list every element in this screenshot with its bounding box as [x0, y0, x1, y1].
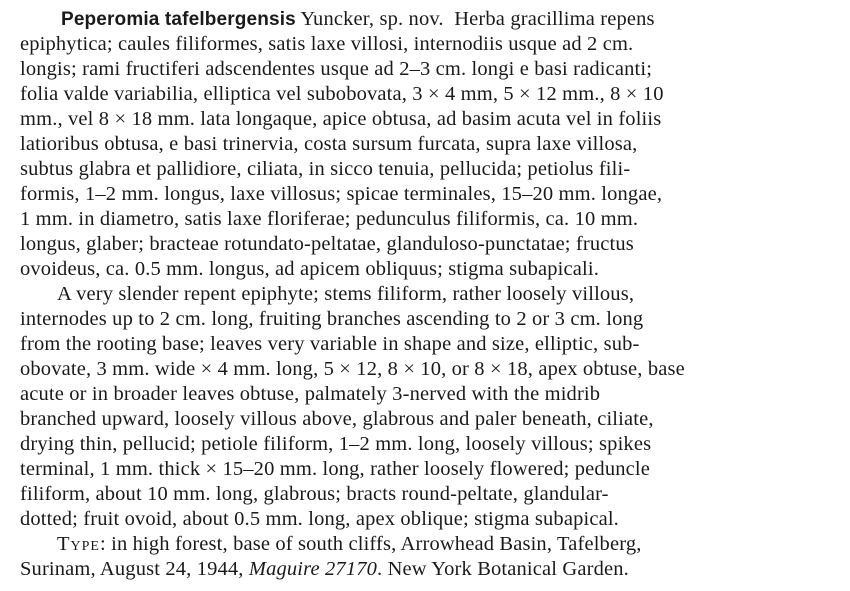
diagnosis-first-line — [61, 8, 655, 30]
type-locality: : in high forest, base of south cliffs, Arrowhead Basin, Tafelberg, — [99, 533, 642, 555]
english-line: acute or in broader leaves obtuse, palmately 3-nerved with the midrib — [20, 383, 601, 405]
collector-number: Maguire 27170 — [248, 558, 378, 580]
latin-line: mm., vel 8 × 18 mm. lata longaque, apice obtusa, ad basim acuta vel in foliis — [20, 108, 662, 130]
english-line: dotted; fruit ovoid, about 0.5 mm. long, apex oblique; stigma subapical. — [20, 508, 619, 530]
latin-line: epiphytica; caules filiformes, satis laxe villosi, internodiis usque ad 2 cm. — [20, 33, 634, 55]
english-line: obovate, 3 mm. wide × 4 mm. long, 5 × 12, 8 × 10, or 8 × 18, apex obtuse, base — [20, 358, 685, 380]
taxon-author-and-diagnosis-start: Yuncker, sp. nov. Herba gracillima repens — [300, 8, 655, 30]
type-line — [57, 533, 642, 555]
english-line: from the rooting base; leaves very variable in shape and size, elliptic, sub- — [20, 333, 640, 355]
latin-line: formis, 1–2 mm. longus, laxe villosus; spicae terminales, 15–20 mm. longae, — [20, 183, 663, 205]
type-line — [20, 558, 629, 580]
taxon-name: Peperomia tafelbergensis — [61, 9, 296, 30]
latin-line: longis; rami fructiferi adscendentes usque ad 2–3 cm. longi e basi radicanti; — [20, 58, 653, 80]
latin-line: subtus glabra et pallidiore, ciliata, in sicco tenuia, pellucida; petiolus fili- — [20, 158, 631, 180]
latin-line: latioribus obtusa, e basi trinervia, costa sursum furcata, supra laxe villosa, — [20, 133, 638, 155]
latin-line: ovoideus, ca. 0.5 mm. longus, ad apicem obliquus; stigma subapicali. — [20, 258, 599, 280]
english-line: internodes up to 2 cm. long, fruiting branches ascending to 2 or 3 cm. long — [20, 308, 644, 330]
type-label: Type — [57, 533, 100, 555]
english-line: A very slender repent epiphyte; stems filiform, rather loosely villous, — [57, 283, 635, 305]
latin-line: 1 mm. in diametro, satis laxe floriferae; pedunculus filiformis, ca. 10 mm. — [20, 208, 639, 230]
latin-line: folia valde variabilia, elliptica vel subobovata, 3 × 4 mm, 5 × 12 mm., 8 × 10 — [20, 83, 664, 105]
english-line: terminal, 1 mm. thick × 15–20 mm. long, rather loosely flowered; peduncle — [20, 458, 650, 480]
latin-line: longus, glaber; bracteae rotundato-peltatae, glanduloso-punctatae; fructus — [20, 233, 634, 255]
english-line: filiform, about 10 mm. long, glabrous; bracts round-peltate, glandular- — [20, 483, 609, 505]
english-line: branched upward, loosely villous above, glabrous and paler beneath, ciliate, — [20, 408, 654, 430]
herbarium: . New York Botanical Garden. — [377, 558, 629, 580]
type-date: Surinam, August 24, 1944, — [20, 558, 244, 580]
english-line: drying thin, pellucid; petiole filiform, 1–2 mm. long, loosely villous; spikes — [20, 433, 652, 455]
